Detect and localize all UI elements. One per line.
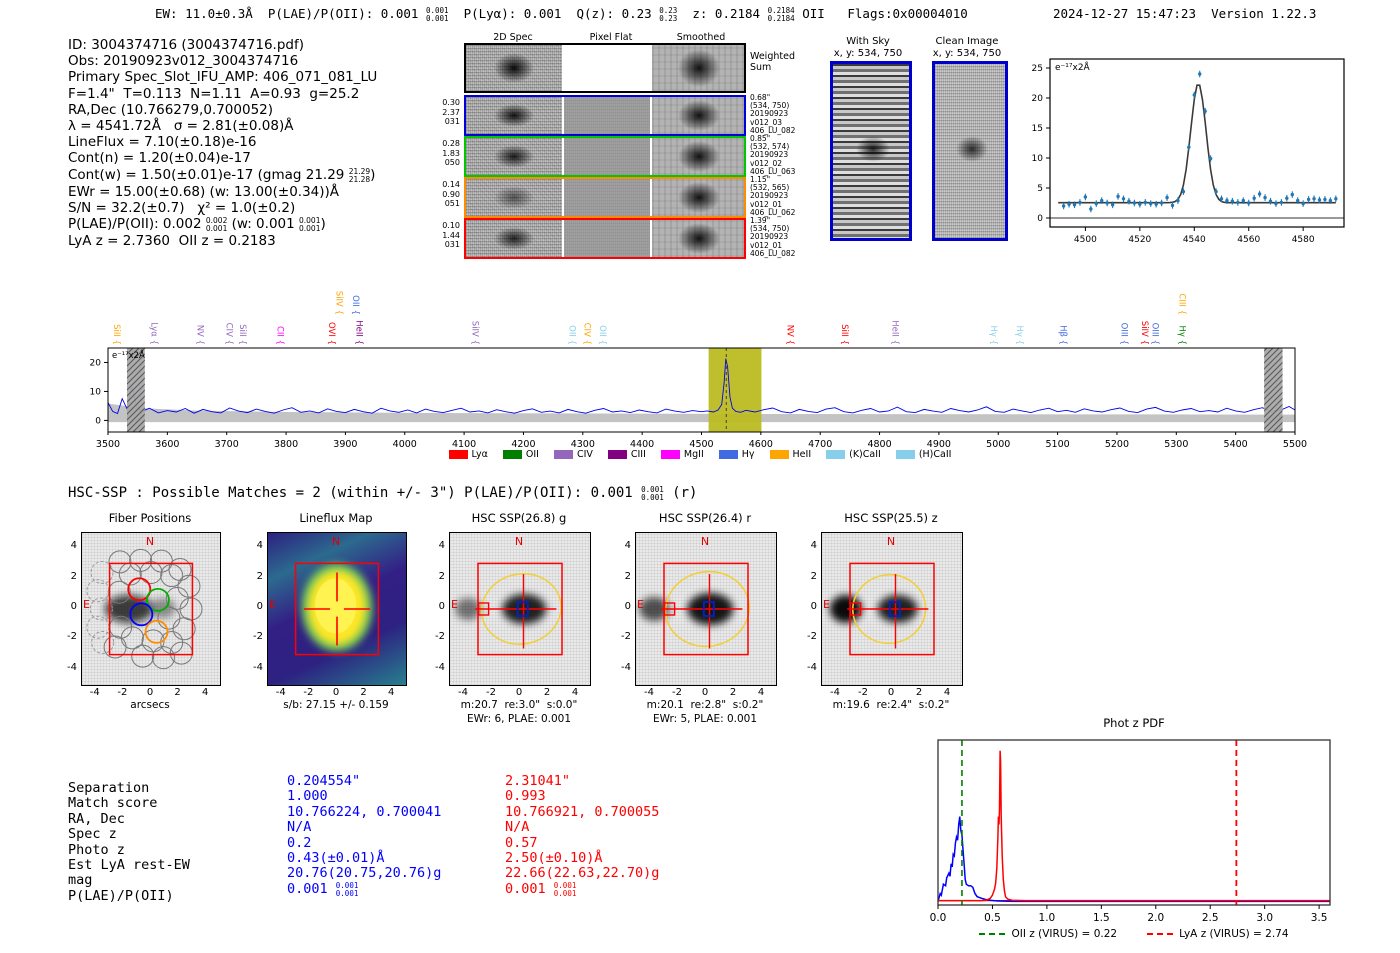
object-blob [856,136,890,162]
match-value-blue: 20.76(20.75,20.76)g [287,865,442,882]
dashed-line-swatch [1147,933,1173,935]
spec2d-right-label: 0.85" (532, 574) 20190923 v012_02 406_LU_063 [750,134,796,176]
panel-title: Fiber Positions [108,511,192,525]
info-line: Cont(n) = 1.20(±0.04)e-17 [68,150,251,167]
match-value-blue: N/A [287,819,312,836]
smoothed-image [652,138,744,175]
spec2d-right-label: 0.68" (534, 750) 20190923 v012_03 406_LU_082 [750,93,796,135]
svg-text:4100: 4100 [452,439,477,447]
spec2d-left-label: 031 [444,240,460,249]
panel-caption: s/b: 27.15 +/- 0.159 [283,699,389,711]
panel-ytick: 2 [810,570,817,582]
spec2d-right-label: 1.15" (532, 565) 20190923 v012_01 406_LU_062 [750,175,796,217]
dashed-line-swatch [979,933,1005,935]
emission-line-label: Hγ { [988,325,999,345]
detection-info-block [68,37,377,249]
spec2d-col-title: 2D Spec [493,32,533,43]
legend-item: Hγ [719,449,755,460]
spec2d-right-label: Weighted Sum [750,51,795,73]
panel-ytick: 4 [256,540,263,552]
info-line: P(LAE)/P(OII): 0.002 0.002 0.001 (w: 0.001 0.001 0.001 ) [68,215,326,233]
panel-ytick: 2 [438,570,445,582]
match-value-red: 10.766921, 0.700055 [505,803,660,820]
spec2d-right-label: 1.39" (534, 750) 20190923 v012_01 406_LU_082 [750,216,796,258]
compass-north-label: N [145,535,155,548]
svg-text:1.0: 1.0 [1038,912,1056,924]
legend-item: OII [503,449,539,460]
emission-line-label: OVI { [325,322,336,345]
svg-text:3700: 3700 [214,439,239,447]
line-fit-plot [1020,45,1355,255]
svg-text:20: 20 [89,358,101,369]
match-value-blue: 0.001 0.001 0.001 [287,880,359,898]
emission-line-label: OII { [597,325,607,345]
spec2d-image [466,97,562,134]
emission-line-label: HeII { [889,320,900,345]
match-row-label: Est LyA rest-EW [68,857,190,873]
svg-text:e⁻¹⁷x2Å: e⁻¹⁷x2Å [1055,63,1090,73]
match-value-red: 0.001 0.001 0.001 [505,880,577,898]
panel-ytick: -4 [67,661,77,673]
svg-text:4540: 4540 [1182,235,1206,245]
spec2d-left-label: 031 [444,117,460,126]
panel-ytick: 0 [438,601,445,612]
spec2d-row [464,218,746,259]
svg-text:e⁻¹⁷x2Å: e⁻¹⁷x2Å [112,351,145,361]
spec2d-emission-blob [494,227,534,251]
sup-sub-value: 0.23 0.23 [659,6,678,23]
match-value-blue: 10.766224, 0.700041 [287,803,442,820]
svg-text:4700: 4700 [808,439,833,447]
emission-line-label: OIII { [1149,322,1160,345]
smoothed-image [652,179,744,216]
panel-xtick: -2 [117,687,128,698]
emission-line-label: SiIV { [333,290,344,315]
legend-swatch [826,450,845,459]
svg-text:5000: 5000 [986,439,1011,447]
svg-text:5100: 5100 [1045,439,1070,447]
sup-sub-value: 0.001 0.001 [425,6,449,23]
spec2d-left-label: 0.30 [442,98,460,107]
match-row-label: Photo z [68,841,125,858]
spec2d-left-label: 050 [444,158,460,167]
sup-sub-value: 21.29 21.28 [348,166,371,184]
match-row-label: Match score [68,795,158,812]
photz-pdf-plot [930,730,1400,925]
sup-sub-value: 0.001 0.001 [299,216,321,233]
info-line: S/N = 32.2(±0.7) χ² = 1.0(±0.2) [68,199,296,216]
svg-text:0: 0 [95,416,101,427]
emission-line-label: SiII { [236,324,247,345]
legend-item: Lyα [449,449,488,460]
spec2d-left-label: 051 [444,199,460,208]
svg-text:4500: 4500 [689,439,714,447]
spec2d-emission-blob [494,53,534,82]
compass-north-label: N [886,535,896,548]
panel-ytick: -2 [435,631,445,643]
header-stats: EW: 11.0±0.3Å P(LAE)/P(OII): 0.001 0.001 0.001 P(Lyα): 0.001 Q(z): 0.23 0.23 0.23 z: 0.2184 0.2184 0.2184 OII Flags:0x00004010 [155,6,968,23]
svg-text:4300: 4300 [570,439,595,447]
panel-xtick: 0 [146,687,154,698]
panel-ytick: 4 [438,540,445,552]
sky-panel-coords: x, y: 534, 750 [833,48,903,59]
full-spectrum-plot [0,265,1400,447]
sup-sub-value: 0.001 0.001 [641,485,664,502]
smoothed-image [652,97,744,134]
panel-title: HSC SSP(26.8) g [471,511,567,525]
spec2d-emission-blob [494,186,534,210]
emission-line-label: NV { [784,324,795,345]
match-row-label: Spec z [68,826,117,843]
panel-xtick: 2 [915,687,923,698]
sup-sub-value: 0.001 0.001 [553,880,577,898]
panel-ytick: 0 [70,601,77,612]
info-line: Cont(w) = 1.50(±0.01)e-17 (gmag 21.29 21.29 21.28 ) [68,166,376,184]
svg-text:5300: 5300 [1164,439,1189,447]
panel-caption: arcsecs [130,699,170,711]
smoothed-image [652,45,744,91]
svg-text:15: 15 [1031,124,1043,134]
svg-text:4600: 4600 [748,439,773,447]
panel-caption: m:20.7 re:3.0" s:0.0" [460,699,578,711]
spec2d-image [466,220,562,257]
panel-image-fiber [81,532,221,686]
photz-legend-item: OII z (VIRUS) = 0.22 [979,928,1117,940]
panel-caption: m:19.6 re:2.4" s:0.2" [832,699,950,711]
svg-text:25: 25 [1031,64,1043,74]
panel-caption-2: EWr: 6, PLAE: 0.001 [466,713,572,725]
panel-ytick: 4 [810,540,817,552]
pixel-flat-image [564,138,650,175]
smoothed-emission-blob [678,182,720,213]
svg-text:4000: 4000 [392,439,417,447]
sup-sub-value: 0.2184 0.2184 [767,6,795,23]
emission-line-label: CIV { [223,322,234,345]
emission-line-label: Hγ { [1176,325,1187,345]
compass-east-label: E [451,598,458,611]
legend-swatch [661,450,680,459]
emission-line-label: NV { [194,324,205,345]
spec2d-left-label: 1.44 [442,230,460,240]
spec2d-left-label: 0.10 [442,221,460,230]
panel-ytick: 0 [256,601,263,612]
panel-image-flux [267,532,407,686]
panel-xtick: -4 [830,687,840,698]
info-line: LyA z = 2.7360 OII z = 0.2183 [68,232,276,249]
sup-sub-value: 0.001 0.001 [335,880,359,898]
info-line: Primary Spec_Slot_IFU_AMP: 406_071_081_LU [68,69,378,86]
svg-text:4560: 4560 [1237,235,1261,245]
svg-text:5400: 5400 [1223,439,1248,447]
panel-image-hsc [635,532,777,686]
legend-item: CIV [554,449,593,460]
smoothed-emission-blob [678,49,720,88]
svg-text:3800: 3800 [273,439,299,447]
panel-caption-2: EWr: 5, PLAE: 0.001 [652,713,758,725]
compass-north-label: N [514,535,524,548]
spec2d-left-label: 1.83 [442,148,460,158]
panel-xtick: 4 [757,687,765,698]
info-line: EWr = 15.00(±0.68) (w: 13.00(±0.34))Å [68,183,340,200]
emission-line-label: CII { [274,325,285,345]
compass-east-label: E [269,598,276,611]
compass-north-label: N [700,535,710,548]
spec2d-row [464,95,746,136]
panel-xtick: 4 [388,687,395,698]
panel-xtick: 0 [887,687,895,698]
svg-text:2.5: 2.5 [1201,912,1219,924]
match-value-red: 0.993 [505,788,546,805]
panel-xtick: 0 [515,687,523,698]
panel-ytick: -4 [253,661,263,673]
photz-legend-item: LyA z (VIRUS) = 2.74 [1147,928,1288,940]
svg-text:4500: 4500 [1073,235,1097,245]
svg-text:3600: 3600 [155,439,180,447]
object-blob [956,136,988,162]
panel-ytick: -2 [67,631,77,643]
panel-xtick: 0 [332,687,340,698]
spec2d-left-label: 0.14 [442,180,460,189]
emission-line-label: OII { [350,295,361,315]
info-line: F=1.4" T=0.113 N=1.11 A=0.93 g=25.2 [68,85,360,102]
photz-title: Phot z PDF [1103,716,1165,730]
svg-text:20: 20 [1031,94,1043,104]
panel-xtick: 2 [174,687,181,698]
clean-image [932,61,1008,241]
svg-text:3.5: 3.5 [1310,912,1328,924]
pixel-flat-image [564,179,650,216]
panel-xtick: -4 [89,687,100,698]
svg-text:2.0: 2.0 [1147,912,1165,924]
spec2d-row [464,177,746,218]
panel-title: HSC SSP(26.4) r [658,511,752,525]
panel-caption: m:20.1 re:2.8" s:0.2" [646,699,764,711]
emission-line-label: Lyα { [148,322,159,345]
panel-xtick: -2 [672,687,682,698]
panel-image-hsc [449,532,591,686]
report-version: Version 1.22.3 [1211,6,1317,21]
panel-ytick: -2 [807,631,817,643]
smoothed-emission-blob [678,100,720,131]
match-value-red: 0.57 [505,834,538,851]
match-value-blue: 0.2 [287,834,312,851]
panel-xtick: -4 [644,687,654,698]
spec2d-emission-blob [494,145,534,169]
panel-xtick: -4 [458,687,468,698]
spec2d-row [464,43,746,93]
svg-text:10: 10 [1031,154,1043,164]
spec2d-image [466,45,562,91]
panel-ytick: -4 [621,661,631,673]
match-value-red: 2.31041" [505,773,571,789]
spec2d-left-label: 0.90 [442,189,460,199]
info-line: Obs: 20190923v012_3004374716 [68,53,299,70]
spec2d-emission-blob [494,104,534,128]
panel-ytick: 2 [624,570,631,582]
svg-text:5500: 5500 [1282,439,1308,447]
legend-swatch [449,450,468,459]
svg-text:0.0: 0.0 [930,912,947,924]
panel-ytick: -2 [253,631,263,643]
photz-legend [938,928,1330,940]
panel-xtick: 4 [202,687,209,698]
panel-title: HSC SSP(25.5) z [844,511,938,525]
spec2d-col-title: Pixel Flat [589,32,633,43]
svg-text:1.5: 1.5 [1092,912,1110,924]
svg-text:0.5: 0.5 [984,912,1001,924]
panel-xtick: 4 [571,687,579,698]
emission-line-label: Hβ { [1057,325,1068,345]
match-row-label: RA, Dec [68,810,125,827]
spectrum-line-legend [0,449,1400,460]
legend-swatch [608,450,627,459]
panel-xtick: -2 [858,687,868,698]
panel-ytick: -4 [435,661,445,673]
spec2d-left-label: 0.28 [442,139,460,148]
svg-text:3900: 3900 [333,439,358,447]
match-row-label: Separation [68,780,150,796]
legend-swatch [503,450,522,459]
emission-line-label: SiII { [839,324,850,345]
emission-line-label: CIII { [1176,293,1187,315]
legend-swatch [896,450,915,459]
smoothed-emission-blob [678,223,720,254]
emission-line-label: SiIV { [1138,320,1149,345]
emission-line-label: SiII { [110,324,121,345]
info-line: LineFlux = 7.10(±0.18)e-16 [68,134,257,151]
svg-text:4520: 4520 [1128,235,1152,245]
spec2d-image [466,138,562,175]
panel-ytick: 2 [256,570,263,582]
pixel-flat-image [564,97,650,134]
panel-xtick: -4 [275,687,286,698]
sky-panel-title: With Sky [846,36,890,47]
compass-east-label: E [637,598,644,611]
panel-title: Lineflux Map [299,511,373,525]
emission-line-label: OIII { [1118,322,1129,345]
match-value-red: N/A [505,819,530,836]
match-row-label: P(LAE)/P(OII) [68,887,174,904]
svg-text:4200: 4200 [511,439,536,447]
panel-ytick: -2 [621,631,631,643]
spec2d-image [466,179,562,216]
panel-ytick: 0 [624,601,631,612]
emission-line-label: Hγ { [1014,325,1025,345]
emission-line-label: HeII { [353,320,364,345]
panel-xtick: -2 [486,687,496,698]
emission-line-label: OII { [566,325,577,345]
with-sky-image [830,61,912,241]
report-datetime: 2024-12-27 15:47:23 [1053,6,1196,21]
legend-swatch [554,450,573,459]
svg-text:5200: 5200 [1104,439,1130,447]
emission-line-label: SiIV { [469,320,480,345]
sup-sub-value: 0.002 0.001 [205,216,228,233]
compass-north-label: N [331,535,341,548]
svg-text:10: 10 [89,387,101,398]
svg-text:0: 0 [1037,214,1043,224]
match-row-label: mag [68,872,93,889]
panel-xtick: 0 [701,687,709,698]
compass-east-label: E [83,598,90,611]
svg-text:4400: 4400 [630,439,655,447]
legend-item: (K)CaII [826,449,881,460]
legend-item: HeII [770,449,812,460]
svg-text:5: 5 [1037,184,1043,194]
panel-ytick: -4 [807,661,817,673]
match-value-red: 22.66(22.63,22.70)g [505,865,660,882]
hsc-match-header: HSC-SSP : Possible Matches = 2 (within +/- 3") P(LAE)/P(OII): 0.001 0.001 0.001 (r) [68,485,698,502]
match-value-blue: 0.204554" [287,773,361,789]
sky-panel-title: Clean Image [935,36,999,47]
panel-ytick: 4 [70,540,77,552]
panel-xtick: -2 [303,687,314,698]
svg-text:4580: 4580 [1291,235,1315,245]
panel-image-hsc [821,532,963,686]
match-value-red: 2.50(±0.10)Å [505,850,603,866]
panel-xtick: 2 [543,687,551,698]
sky-panel-coords: x, y: 534, 750 [932,48,1002,59]
emission-line-label: CIV { [581,322,592,345]
header-datetime-version [1053,6,1316,21]
info-line: RA,Dec (10.766279,0.700052) [68,101,274,118]
panel-xtick: 2 [360,687,367,698]
panel-ytick: 2 [70,570,77,582]
compass-east-label: E [823,598,830,611]
legend-item: CIII [608,449,646,460]
match-value-blue: 1.000 [287,788,328,805]
legend-item: MgII [661,449,704,460]
svg-text:3.0: 3.0 [1256,912,1274,924]
info-line: ID: 3004374716 (3004374716.pdf) [68,37,305,53]
legend-swatch [770,450,789,459]
smoothed-image [652,220,744,257]
svg-text:4800: 4800 [867,439,892,447]
panel-xtick: 4 [943,687,951,698]
panel-xtick: 2 [729,687,737,698]
pixel-flat-image [564,45,650,91]
spec2d-row [464,136,746,177]
panel-ytick: 0 [810,601,817,612]
match-value-blue: 0.43(±0.01)Å [287,850,385,866]
spec2d-left-label: 2.37 [442,107,460,117]
pixel-flat-image [564,220,650,257]
smoothed-emission-blob [678,141,720,172]
spec2d-col-title: Smoothed [676,32,726,43]
panel-ytick: 4 [624,540,631,552]
info-line: λ = 4541.72Å σ = 2.81(±0.08)Å [68,118,294,135]
legend-swatch [719,450,738,459]
svg-text:4900: 4900 [926,439,951,447]
svg-text:3500: 3500 [95,439,121,447]
legend-item: (H)CaII [896,449,952,460]
